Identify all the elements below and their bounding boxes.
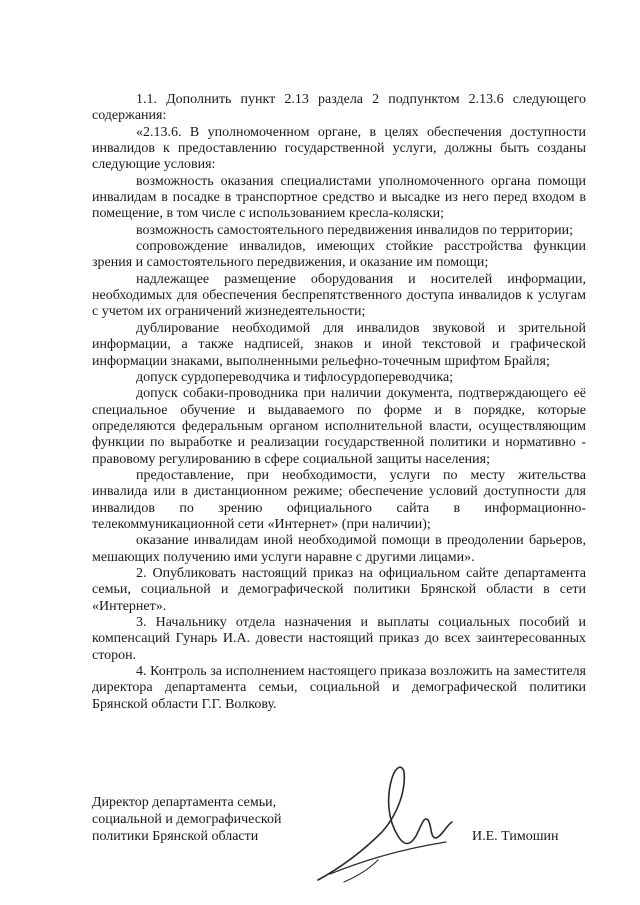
condition-remote-service: предоставление, при необходимости, услуги по месту жительства инвалида или в дистанционном режиме; обеспечение условий доступности для инвалидов по зрению официального сайта в информационно-телекоммуникационной сети «Интернет» (при наличии); [92,467,586,532]
paragraph-2-13-6: «2.13.6. В уполномоченном органе, в целях обеспечения доступности инвалидов к предоставлению государственной услуги, должны быть созданы следующие условия: [92,124,586,173]
order-body [92,92,586,713]
position-line-1: Директор департамента семьи, [92,795,277,810]
condition-other-assistance: оказание инвалидам иной необходимой помощи в преодолении барьеров, мешающих получению ими услуги наравне с другими лицами». [92,533,586,565]
condition-guide-dog: допуск собаки-проводника при наличии документа, подтверждающего её специальное обучение и выдаваемого по форме и в порядке, которые определяются федеральным органом исполнительной власти, осуществляющим функции по выработке и реализации государственной политики и нормативно - правовому регулированию в сфере социальной защиты населения; [92,386,586,467]
paragraph-1-1: 1.1. Дополнить пункт 2.13 раздела 2 подпунктом 2.13.6 следующего содержания: [92,92,586,124]
item-3-notify: 3. Начальнику отдела назначения и выплаты социальных пособий и компенсаций Гунарь И.А. довести настоящий приказ до всех заинтересованных сторон. [92,615,586,663]
condition-equipment-placement: надлежащее размещение оборудования и носителей информации, необходимых для обеспечения беспрепятственного доступа инвалидов к услугам с учетом их ограничений жизнедеятельности; [92,271,586,320]
position-line-2: социальной и демографической [92,812,282,827]
signatory-name: И.Е. Тимошин [472,829,559,844]
handwritten-signature [300,750,460,890]
condition-boarding-assistance: возможность оказания специалистами уполномоченного органа помощи инвалидам в посадке в транспортное средство и высадке из него перед входом в помещение, в том числе с использованием кресла-коляски; [92,173,586,222]
signatory-position [92,794,282,845]
condition-independent-movement: возможность самостоятельного передвижения инвалидов по территории; [136,222,573,238]
position-line-3: политики Брянской области [92,829,259,844]
item-4-control: 4. Контроль за исполнением настоящего приказа возложить на заместителя директора департамента семьи, социальной и демографической политики Брянской области Г.Г. Волкову. [92,664,586,712]
condition-info-duplication: дублирование необходимой для инвалидов звуковой и зрительной информации, а также надписей, знаков и иной текстовой и графической информации знаками, выполненными рельефно-точечным шрифтом Брайля; [92,320,586,369]
condition-escort: сопровождение инвалидов, имеющих стойкие расстройства функции зрения и самостоятельного передвижения, и оказание им помощи; [92,239,586,271]
condition-interpreter-admission: допуск сурдопереводчика и тифлосурдопереводчика; [136,369,454,385]
item-2-publish: 2. Опубликовать настоящий приказ на официальном сайте департамента семьи, социальной и демографической политики Брянской области в сети «Интернет». [92,565,586,614]
